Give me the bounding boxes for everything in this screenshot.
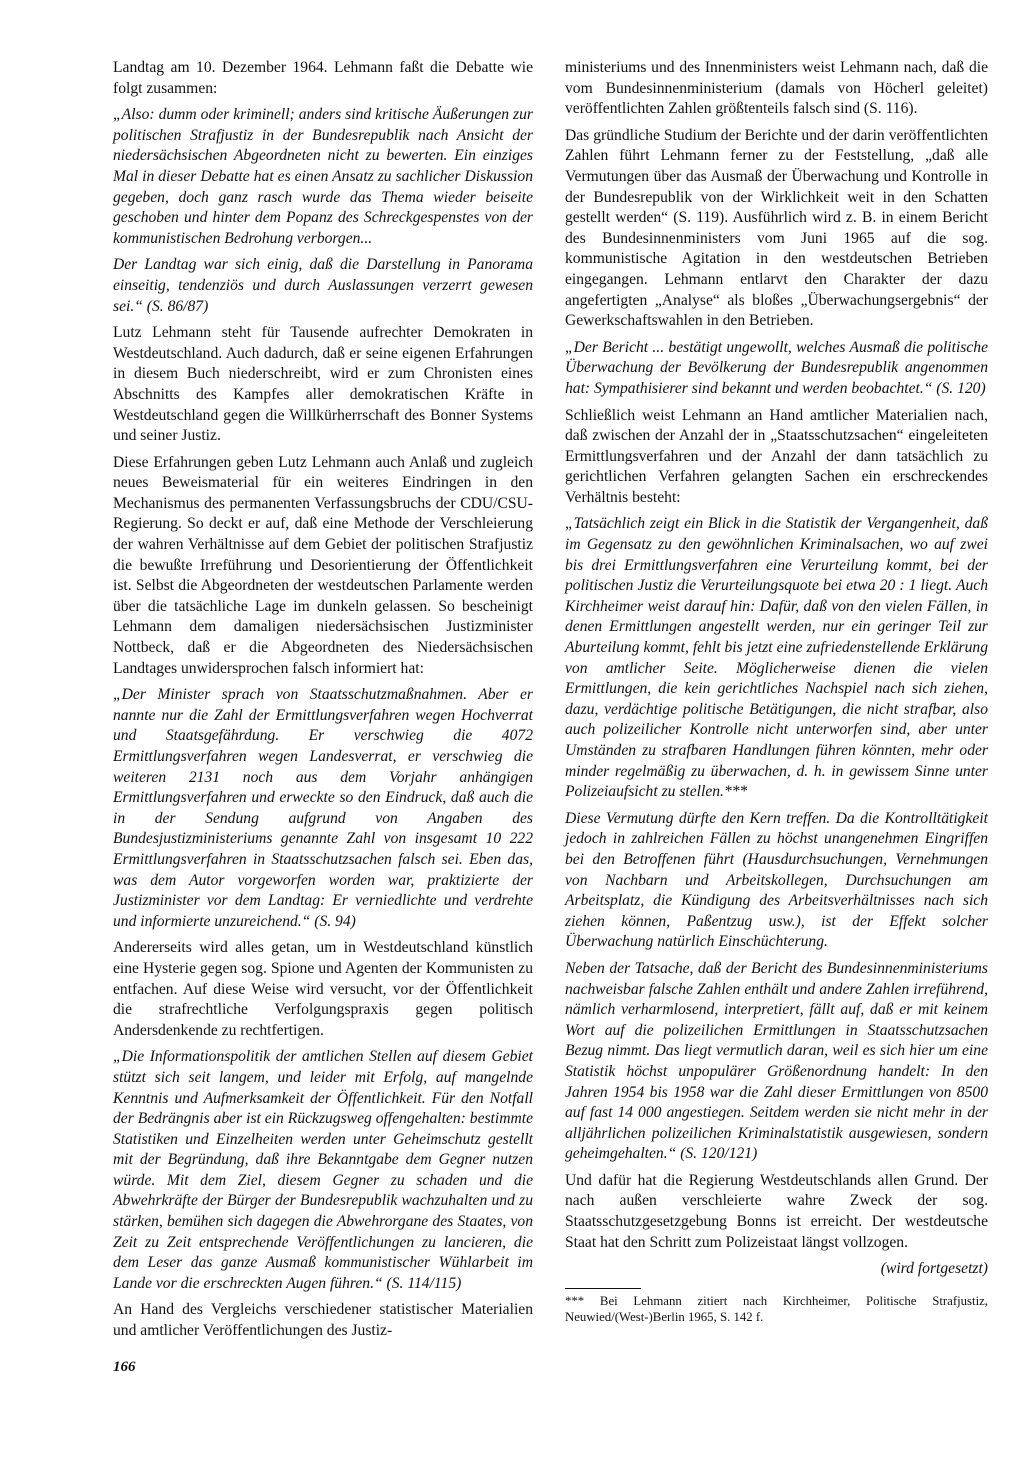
- right-column: [565, 58, 988, 1331]
- quote-paragraph: Neben der Tatsache, daß der Bericht des Bundesinnenministeriums nachweisbar falsche Zahlen enthält und andere Zahlen irreführend, nämlich verharmlosend, interpretiert, fällt auf, daß er mit keinem Wort auf die polizeilichen Ermittlungen in Staatsschutzsachen Bezug nimmt. Das liegt vermutlich daran, weil es sich hier um eine Statistik höchst unpopulärer Größenordnung handelt: In den Jahren 1954 bis 1958 war die Zahl dieser Ermittlungen von 8500 auf fast 14 000 angestiegen. Seitdem werden sie nicht mehr in der alljährlichen polizeilichen Kriminalstatistik ausgewiesen, sondern geheimgehalten.“ (S. 120/121): [565, 959, 988, 1163]
- paragraph: An Hand des Vergleichs verschiedener statistischer Materialien und amtlicher Veröffentlichungen des Justiz-: [113, 1301, 533, 1340]
- paragraph: Landtag am 10. Dezember 1964. Lehmann faßt die Debatte wie folgt zusammen:: [113, 59, 533, 97]
- quote-paragraph: „Der Bericht ... bestätigt ungewollt, welches Ausmaß die politische Überwachung der Bevölkerung der Bundesrepublik angenommen hat: Sympathisierer sind bekannt und werden beobachtet.“ (S. 120): [565, 338, 988, 397]
- paragraph: Und dafür hat die Regierung Westdeutschlands allen Grund. Der nach außen verschleierte wahre Zweck der sog. Staatsschutzgesetzgebung Bonns ist erreicht. Der westdeutsche Staat hat den Schritt zum Polizeistaat längst vollzogen.: [565, 1171, 988, 1251]
- quote-paragraph: Diese Vermutung dürfte den Kern treffen. Da die Kontrolltätigkeit jedoch in zahlreichen Fällen zu höchst unangenehmen Eingriffen bei den Betroffenen führt (Hausdurchsuchungen, Vernehmungen von Nachbarn und Arbeitskollegen, Durchsuchungen am Arbeitsplatz, die Kündigung des Arbeitsverhältnisses nach sich ziehen können, Paßentzug usw.), ist der Effekt solcher Überwachung natürlich Einschüchterung.: [565, 809, 988, 951]
- quote-paragraph: „Tatsächlich zeigt ein Blick in die Statistik der Vergangenheit, daß im Gegensatz zu den gewöhnlichen Kriminalsachen, wo auf zwei bis drei Ermittlungsverfahren eine Verurteilung kommt, bei der politischen Justiz die Verurteilungsquote bei etwa 20 : 1 liegt. Auch Kirchheimer weist darauf hin: Dafür, daß von den vielen Fällen, in denen Ermittlungen angestellt werden, nur ein geringer Teil zur Aburteilung kommt, fehlt bis jetzt eine zufriedenstellende Erklärung von amtlicher Seite. Möglicherweise dienen die vielen Ermittlungen, die kein gerichtliches Nachspiel nach sich ziehen, dazu, verdächtige politische Betätigungen, die nicht strafbar, also auch polizeilicher Kontrolle nicht unterworfen sind, aber unter Umständen zu strafbaren Handlungen führen könnten, mehr oder minder regelmäßig zu überwachen, d. h. in gewissem Sinne unter Polizeiaufsicht zu stellen.***: [565, 515, 988, 801]
- paragraph: Das gründliche Studium der Berichte und der darin veröffentlichten Zahlen führt Lehmann ferner zu der Feststellung, „daß alle Vermutungen über das Ausmaß der Überwachung und Kontrolle in der Bundesrepublik von der Wirklichkeit weit in den Schatten gestellt werden“ (S. 119). Ausführlich wird z. B. in einem Bericht des Bundesinnenministers vom Juni 1965 auf die sog. kommunistische Agitation in den westdeutschen Betrieben eingegangen. Lehmann entlarvt den Charakter der dazu angefertigten „Analyse“ als bloßes „Überwachungsergebnis“ der Gewerkschaftswahlen in den Betrieben.: [565, 126, 988, 330]
- footnote-rule: [565, 1288, 641, 1289]
- quote-paragraph: „Also: dumm oder kriminell; anders sind kritische Äußerungen zur politischen Strafjustiz in der Bundesrepublik nach Ansicht der niedersächsischen Abgeordneten nicht zu bewerten. Ein einziges Mal in dieser Debatte hat es einen Ansatz zu sachlicher Diskussion gegeben, doch ganz rasch wurde das Thema wieder beiseite geschoben und hinter dem Popanz des Schreckgespenstes von der kommunistischen Bedrohung verborgen...: [113, 106, 533, 247]
- page-number: 166: [113, 1359, 136, 1375]
- quote-paragraph: Der Landtag war sich einig, daß die Darstellung in Panorama einseitig, tendenziös und durch Auslassungen verzerrt gewesen sei.“ (S. 86/87): [113, 256, 533, 315]
- continued-note: (wird fortgesetzt): [880, 1260, 988, 1278]
- paragraph: Lutz Lehmann steht für Tausende aufrechter Demokraten in Westdeutschland. Auch dadurch, daß er seine eigenen Erfahrungen in diesem Buch niederschreibt, wird er zum Chronisten eines Abschnitts des Kampfes aller demokratischen Kräfte in Westdeutschland gegen die Willkürherrschaft des Bonner Systems und seiner Justiz.: [113, 324, 533, 445]
- paragraph: Schließlich weist Lehmann an Hand amtlicher Materialien nach, daß zwischen der Anzahl der in „Staatsschutzsachen“ eingeleiteten Ermittlungsverfahren und der Anzahl der dann tatsächlich zu gerichtlichen Verfahren gelangten Sachen ein erschreckendes Verhältnis besteht:: [565, 406, 988, 506]
- left-column: [113, 58, 533, 1348]
- paragraph: Diese Erfahrungen geben Lutz Lehmann auch Anlaß und zugleich neues Beweismaterial für ein weiteres Eindringen in den Mechanismus des permanenten Verfassungsbruchs der CDU/CSU-Regierung. So deckt er auf, daß eine Methode der Verschleierung der wahren Verhältnisse auf dem Gebiet der politischen Strafjustiz die bewußte Irreführung und Desorientierung der Öffentlichkeit ist. Selbst die Abgeordneten der westdeutschen Parlamente werden über die tatsächliche Lage im dunkeln gelassen. So bescheinigt Lehmann dem damaligen niedersächsischen Justizminister Nottbeck, daß er die Abgeordneten des Niedersächsischen Landtages unwidersprochen falsch informiert hat:: [113, 453, 533, 677]
- quote-paragraph: „Der Minister sprach von Staatsschutzmaßnahmen. Aber er nannte nur die Zahl der Ermittlungsverfahren wegen Hochverrat und Staatsgefährdung. Er verschwieg die 4072 Ermittlungsverfahren wegen Landesverrat, er verschwieg die weiteren 2131 noch aus dem Vorjahr anhängigen Ermittlungsverfahren und erweckte so den Eindruck, daß auch die in der Sendung aufgrund von Angaben des Bundesjustizministeriums genannte Zahl von insgesamt 10 222 Ermittlungsverfahren in Staatsschutzsachen falsch sei. Eben das, was dem Autor vorgeworfen worden war, praktizierte der Justizminister vor dem Landtag: Er verniedlichte und verdrehte und informierte unzureichend.“ (S. 94): [113, 686, 533, 930]
- footnote: *** Bei Lehmann zitiert nach Kirchheimer, Politische Strafjustiz, Neuwied/(West-)Berlin 1965, S. 142 f.: [565, 1293, 988, 1324]
- paragraph: Andererseits wird alles getan, um in Westdeutschland künstlich eine Hysterie gegen sog. Spione und Agenten der Kommunisten zu entfachen. Auf diese Weise wird versucht, vor der Öffentlichkeit die strafrechtliche Verfolgungspraxis gegen politisch Andersdenkende zu rechtfertigen.: [113, 939, 533, 1039]
- paragraph: ministeriums und des Innenministers weist Lehmann nach, daß die vom Bundesinnenministerium (damals von Höcherl geleitet) veröffentlichten Zahlen größtenteils falsch sind (S. 116).: [565, 59, 988, 118]
- quote-paragraph: „Die Informationspolitik der amtlichen Stellen auf diesem Gebiet stützt sich seit langem, und leider mit Erfolg, auf mangelnde Kenntnis und Aufmerksamkeit der Öffentlichkeit. Für den Notfall der Bedrängnis aber ist ein Rückzugsweg offengehalten: bestimmte Statistiken und Einzelheiten werden unter Geheimschutz gestellt mit der Begründung, daß ihre Bekanntgabe dem Gegner nutzen würde. Mit dem Ziel, diesem Gegner zu schaden und die Abwehrkräfte der Bürger der Bundesrepublik wachzuhalten und zu stärken, bemühen sich dagegen die Abwehrorgane des Staates, von Zeit zu Zeit entsprechende Veröffentlichungen zu lancieren, die dem Leser das ganze Ausmaß kommunistischer Wühlarbeit im Lande vor die erschreckten Augen führen.“ (S. 114/115): [113, 1048, 533, 1292]
